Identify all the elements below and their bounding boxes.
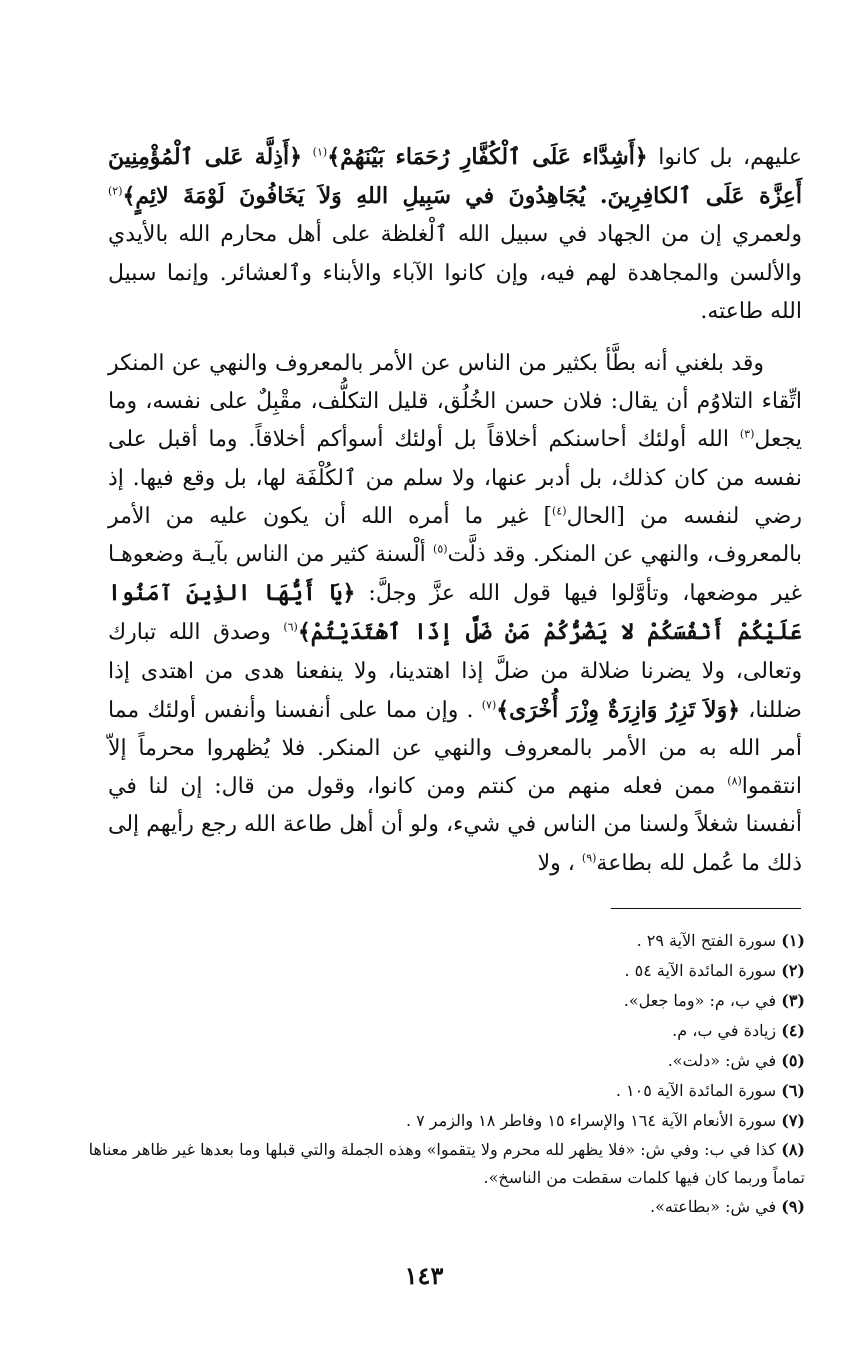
footnote-number: (٧) <box>781 1111 805 1130</box>
footnote-text: في ش: «دلت». <box>667 1051 777 1070</box>
text-run: ، ولا <box>537 850 582 876</box>
footnote-item <box>80 986 805 1016</box>
text-run: ] غير ما أمره الله أن يكون عليه من الأمر بالمعروف، والنهي عن المنكر. وقد ذلَّت <box>108 503 802 568</box>
text-run <box>302 145 313 170</box>
quran-quote: ﴿أَذِلَّة عَلى ٱلْمُؤْمِنِينَ أَعِزَّة عَلَى ٱلكافِرِينَ. يُجَاهِدُونَ في سَبِيلِ اللهِ وَلاَ يَخَافُونَ لَوْمَةَ لائِمٍ﴾ <box>108 144 802 210</box>
footnote-text: سورة الفتح الآية ٢٩ . <box>636 931 777 950</box>
footnote-ref[interactable]: (٦) <box>283 621 298 635</box>
footnote-item <box>80 926 805 956</box>
footnote-number: (٥) <box>781 1051 805 1070</box>
footnote-item <box>80 1106 805 1136</box>
page-number: ١٤٣ <box>404 1261 444 1290</box>
paragraph-2 <box>108 345 802 883</box>
text-run: وقد بلغني أنه بطَّأ بكثير من الناس عن الأمر بالمعروف والنهي عن المنكر اتِّقاء التلاوُم أن يقال: فلان حسن الخُلُق، قليل التكلُّف، مقْبِلٌ على نفسه، وما يجعل <box>108 351 802 453</box>
footnote-item <box>80 1076 805 1106</box>
footnote-number: (٣) <box>781 991 805 1010</box>
footnote-item <box>80 1016 805 1046</box>
footnotes <box>80 926 805 1222</box>
footnote-number: (٦) <box>781 1081 805 1100</box>
footnote-item <box>80 956 805 986</box>
footnote-text: في ب، م: «وما جعل». <box>623 991 777 1010</box>
quran-quote: ﴿يَا أَيُّهَا الذِينَ آمَنُوا عَلَيْكُمْ أَنْفُسَكُمْ لا يَضُرُّكُمْ مَنْ ضَلَّ إذَا ٱهْتَدَيْتُمْ﴾ <box>108 580 802 646</box>
footnote-ref[interactable]: (٥) <box>433 542 448 556</box>
footnote-number: (٢) <box>781 961 805 980</box>
footnote-ref[interactable]: (٤) <box>552 504 567 518</box>
main-text <box>108 138 802 883</box>
footnote-ref[interactable]: (٨) <box>727 774 742 788</box>
quran-quote: ﴿وَلاَ تَزِرُ وَازِرَةٌ وِزْرَ أُخْرَى﴾ <box>496 696 741 723</box>
text-run: وصدق الله تبارك وتعالى، ولا يضرنا ضلالة من ضلَّ إذا اهتدينا، ولا ينفعنا هدى من اهتدى إذا ضللنا، <box>108 620 802 723</box>
footnote-ref[interactable]: (٣) <box>739 428 755 442</box>
footnote-number: (١) <box>781 931 805 950</box>
quran-quote: ﴿أَشِدَّاء عَلَى ٱلْكُفَّارِ رُحَمَاء بَيْنَهُمْ﴾ <box>327 144 648 170</box>
footnote-number: (٤) <box>781 1021 805 1040</box>
paragraph-1 <box>108 138 802 331</box>
footnote-text: سورة المائدة الآية ٥٤ . <box>624 961 777 980</box>
footnote-divider <box>611 908 801 909</box>
footnote-ref[interactable]: (٢) <box>108 184 123 198</box>
footnote-text: سورة المائدة الآية ١٠٥ . <box>615 1081 777 1100</box>
footnote-number: (٩) <box>781 1197 805 1216</box>
footnote-ref[interactable]: (٩) <box>581 851 597 865</box>
text-run: ولعمري إن من الجهاد في سبيل الله ٱلْغلظة على أهل محارم الله بالأيدي والألسن والمجاهدة لهم فيه، وإن كانوا الآباء والأبناء وٱلعشائر. وإنما سبيل الله طاعته. <box>108 222 802 324</box>
footnote-ref[interactable]: (١) <box>312 145 328 159</box>
footnote-number: (٨) <box>781 1140 805 1159</box>
footnote-text: في ش: «بطاعته». <box>650 1197 777 1216</box>
text-run: الله أولئك أحاسنكم أخلاقاً بل أولئك أسوأكم أخلاقاً. وما أقبل على نفسه من كان كذلك، بل أدبر عنها، ولا سلم من ٱلكُلْفَة لها، بل وقع فيها. إذ رضي لنفسه من [الحال <box>108 427 802 529</box>
footnote-item <box>80 1192 805 1222</box>
footnote-item <box>80 1046 805 1076</box>
text-run: ألْسنة كثير من الناس بآيـة وضعوهـا غير موضعها، وتأوَّلوا فيها قول الله عزَّ وجلَّ: <box>108 542 802 607</box>
text-run: ممن فعله منهم من كنتم ومن كانوا، وقول من قال: إن لنا في أنفسنا شغلاً ولسنا من الناس في شيء، ولو أن أهل طاعة الله رجع رأيهم إلى ذلك ما عُمل لله بطاعة <box>108 774 802 876</box>
footnote-text: كذا في ب: وفي ش: «فلا يظهر لله محرم ولا يتقموا» وهذه الجملة والتي قبلها وما بعدها غير ظاهر معناها تماماً وربما كان فيها كلمات سقطت من الناسخ». <box>88 1140 805 1187</box>
text-run: . وإن مما على أنفسنا وأنفس أولئك مما أمر الله به من الأمر بالمعروف والنهي عن المنكر. فلا يُظهروا محرماً إلاّ انتقموا <box>108 697 802 800</box>
footnote-item <box>80 1136 805 1192</box>
text-run: عليهم، بل كانوا <box>647 145 802 170</box>
footnote-ref[interactable]: (٧) <box>481 698 497 712</box>
footnote-text: زيادة في ب، م. <box>672 1021 777 1040</box>
footnote-text: سورة الأنعام الآية ١٦٤ والإسراء ١٥ وفاطر ١٨ والزمر ٧ . <box>405 1111 777 1130</box>
